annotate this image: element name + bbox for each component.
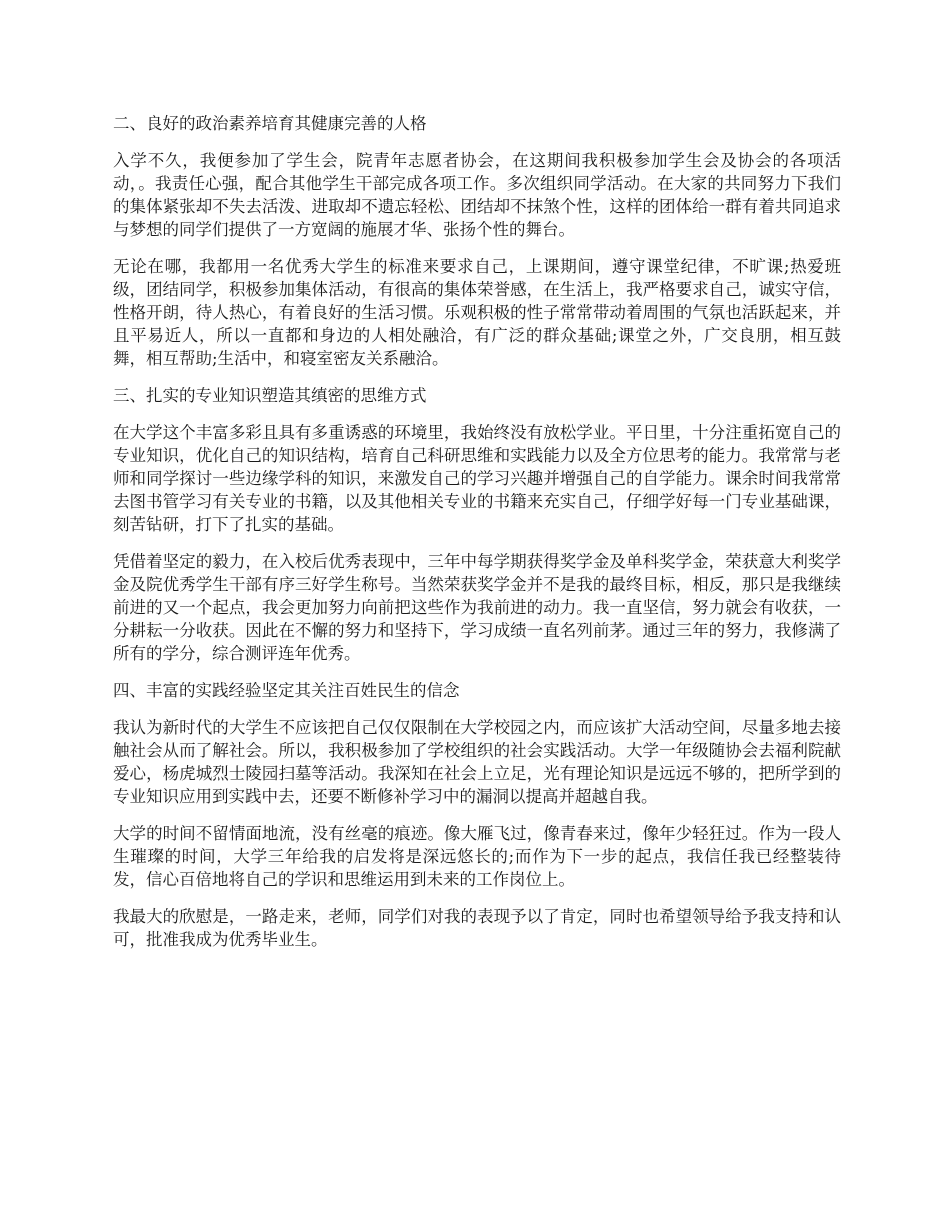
paragraph: 大学的时间不留情面地流，没有丝毫的痕迹。像大雁飞过，像青春来过，像年少轻狂过。作为一段人生璀璨的时间，大学三年给我的启发将是深远悠长的;而作为下一步的起点，我信任我已经整装待发，信心百倍地将自己的学识和思维运用到未来的工作岗位上。 [113, 824, 841, 889]
paragraph: 凭借着坚定的毅力，在入校后优秀表现中，三年中每学期获得奖学金及单科奖学金，荣获意大利奖学金及院优秀学生干部有序三好学生称号。当然荣获奖学金并不是我的最终目标，相反，那只是我继续前进的又一个起点，我会更加努力向前把这些作为我前进的动力。我一直坚信，努力就会有收获，一分耕耘一分收获。因此在不懈的努力和坚持下，学习成绩一直名列前茅。通过三年的努力，我修满了所有的学分，综合测评连年优秀。 [113, 552, 841, 663]
section-heading-3: 三、扎实的专业知识塑造其缜密的思维方式 [113, 386, 427, 405]
document-page [113, 112, 841, 965]
paragraph: 入学不久，我便参加了学生会，院青年志愿者协会，在这期间我积极参加学生会及协会的各项活动，。我责任心强，配合其他学生干部完成各项工作。多次组织同学活动。在大家的共同努力下我们的集体紧张却不失去活泼、进取却不遗忘轻松、团结却不抹煞个性，这样的团体给一群有着共同追求与梦想的同学们提供了一方宽阔的施展才华、张扬个性的舞台。 [113, 151, 841, 239]
paragraph: 无论在哪，我都用一名优秀大学生的标准来要求自己，上课期间，遵守课堂纪律，不旷课;热爱班级，团结同学，积极参加集体活动，有很高的集体荣誉感，在生活上，我严格要求自己，诚实守信，性格开朗，待人热心，有着良好的生活习惯。乐观积极的性子常常带动着周围的气氛也活跃起来，并且平易近人，所以一直都和身边的人相处融洽，有广泛的群众基础;课堂之外，广交良朋，相互鼓舞，相互帮助;生活中，和寝室密友关系融洽。 [113, 257, 841, 368]
section-heading-2: 二、良好的政治素养培育其健康完善的人格 [113, 114, 427, 133]
section-heading-4: 四、丰富的实践经验坚定其关注百姓民生的信念 [113, 681, 460, 700]
paragraph: 我最大的欣慰是，一路走来，老师，同学们对我的表现予以了肯定，同时也希望领导给予我支持和认可，批准我成为优秀毕业生。 [113, 907, 841, 949]
paragraph: 在大学这个丰富多彩且具有多重诱惑的环境里，我始终没有放松学业。平日里，十分注重拓宽自己的专业知识，优化自己的知识结构，培育自己科研思维和实践能力以及全方位思考的能力。我常常与老师和同学探讨一些边缘学科的知识，来激发自己的学习兴趣并增强自己的自学能力。课余时间我常常去图书管学习有关专业的书籍，以及其他相关专业的书籍来充实自己，仔细学好每一门专业基础课，刻苦钻研，打下了扎实的基础。 [113, 423, 841, 534]
paragraph: 我认为新时代的大学生不应该把自己仅仅限制在大学校园之内，而应该扩大活动空间，尽量多地去接触社会从而了解社会。所以，我积极参加了学校组织的社会实践活动。大学一年级随协会去福利院献爱心，杨虎城烈士陵园扫墓等活动。我深知在社会上立足，光有理论知识是远远不够的，把所学到的专业知识应用到实践中去，还要不断修补学习中的漏洞以提高并超越自我。 [113, 718, 841, 806]
